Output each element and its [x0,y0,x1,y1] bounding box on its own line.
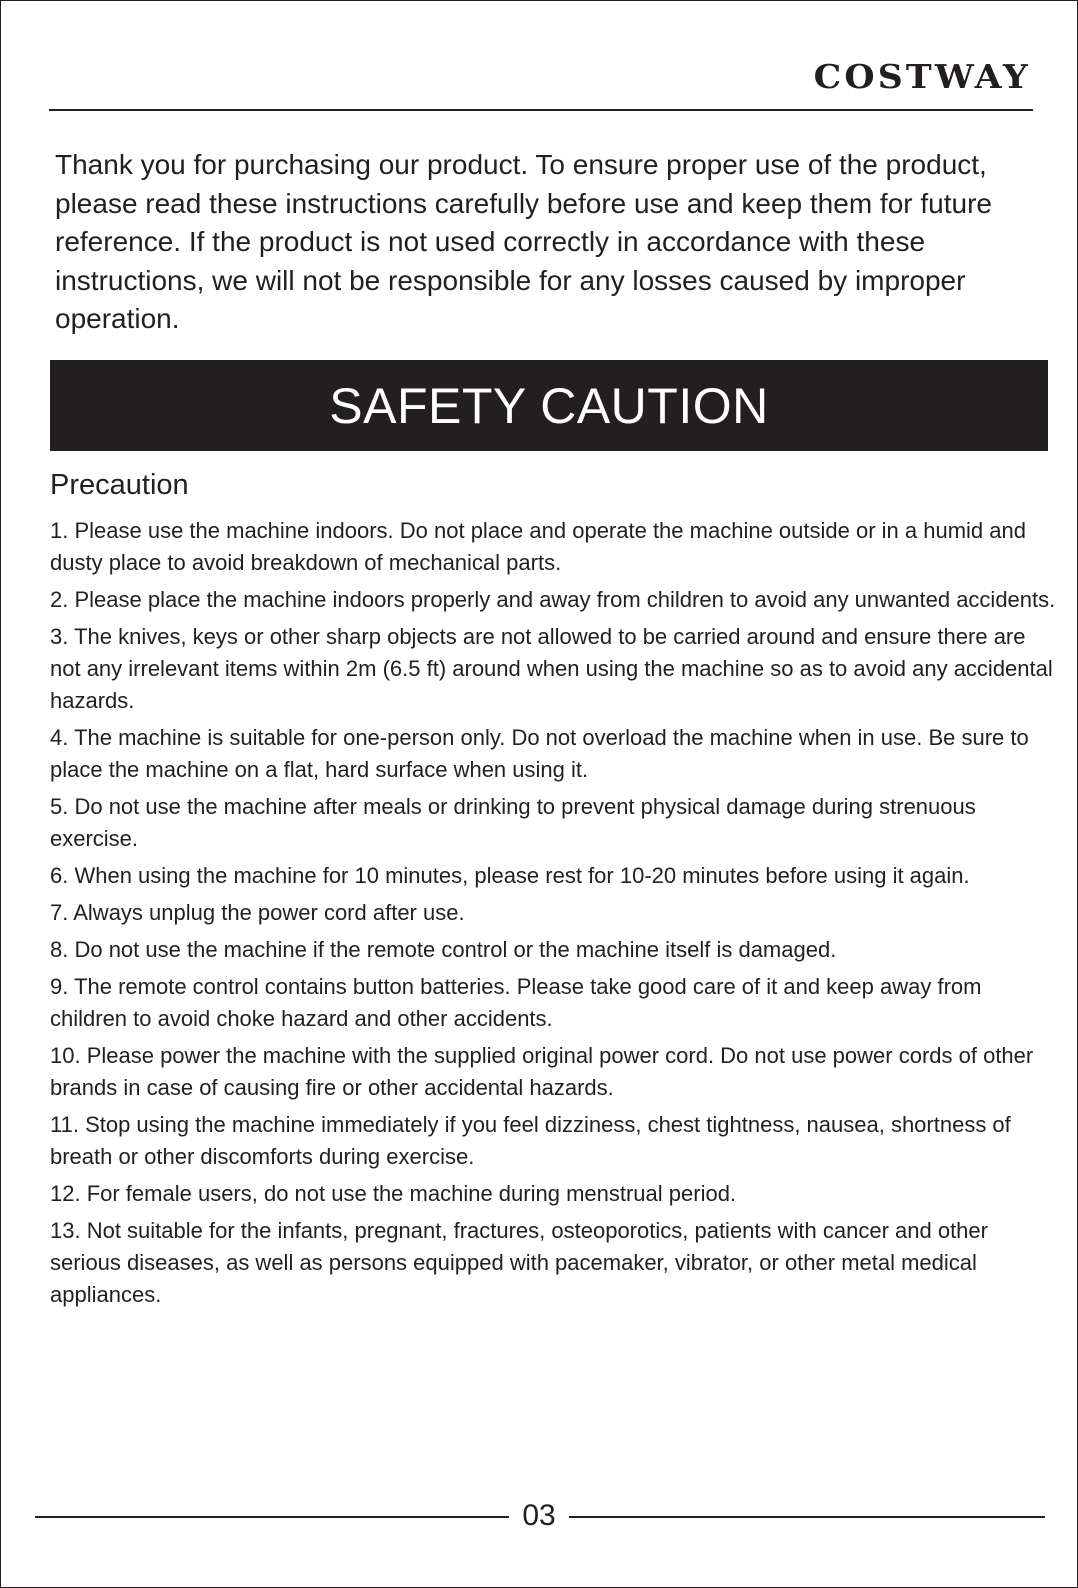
precaution-item: 3. The knives, keys or other sharp objects are not allowed to be carried around and ensure there are not any irrelevant items within 2m (6.5 ft) around when using the machine so as to avoid any accidental hazards. [50,624,1053,713]
precaution-item: 8. Do not use the machine if the remote control or the machine itself is damaged. [50,937,837,962]
precaution-item: 6. When using the machine for 10 minutes, please rest for 10-20 minutes before using it again. [50,863,970,888]
precaution-item: 1. Please use the machine indoors. Do not place and operate the machine outside or in a humid and dusty place to avoid breakdown of mechanical parts. [50,518,1026,575]
precaution-list [50,515,1060,1316]
footer-divider-right [569,1516,1045,1518]
precaution-item: 7. Always unplug the power cord after use. [50,900,465,925]
footer-divider-left [35,1516,509,1518]
precaution-item: 10. Please power the machine with the supplied original power cord. Do not use power cords of other brands in case of causing fire or other accidental hazards. [50,1043,1034,1100]
header-divider [49,109,1033,111]
precaution-item: 11. Stop using the machine immediately if you feel dizziness, chest tightness, nausea, shortness of breath or other discomforts during exercise. [50,1112,1011,1169]
precaution-item: 5. Do not use the machine after meals or drinking to prevent physical damage during strenuous exercise. [50,794,976,851]
intro-paragraph: Thank you for purchasing our product. To ensure proper use of the product, please read these instructions carefully before use and keep them for future reference. If the product is not used correctly in accordance with these instructions, we will not be responsible for any losses caused by improper operation. [55,149,992,334]
precaution-item: 13. Not suitable for the infants, pregnant, fractures, osteoporotics, patients with cancer and other serious diseases, as well as persons equipped with pacemaker, vibrator, or other metal medical appliances. [50,1218,988,1307]
precaution-item: 2. Please place the machine indoors properly and away from children to avoid any unwanted accidents. [50,587,1056,612]
precaution-item: 4. The machine is suitable for one-person only. Do not overload the machine when in use. Be sure to place the machine on a flat, hard surface when using it. [50,725,1029,782]
safety-caution-banner [50,360,1048,451]
precaution-heading: Precaution [50,469,189,501]
page-number: 03 [522,1499,556,1532]
brand-logo: COSTWAY [813,57,1031,96]
precaution-item: 9. The remote control contains button batteries. Please take good care of it and keep away from children to avoid choke hazard and other accidents. [50,974,982,1031]
precaution-item: 12. For female users, do not use the machine during menstrual period. [50,1181,737,1206]
banner-title: SAFETY CAUTION [329,377,769,434]
